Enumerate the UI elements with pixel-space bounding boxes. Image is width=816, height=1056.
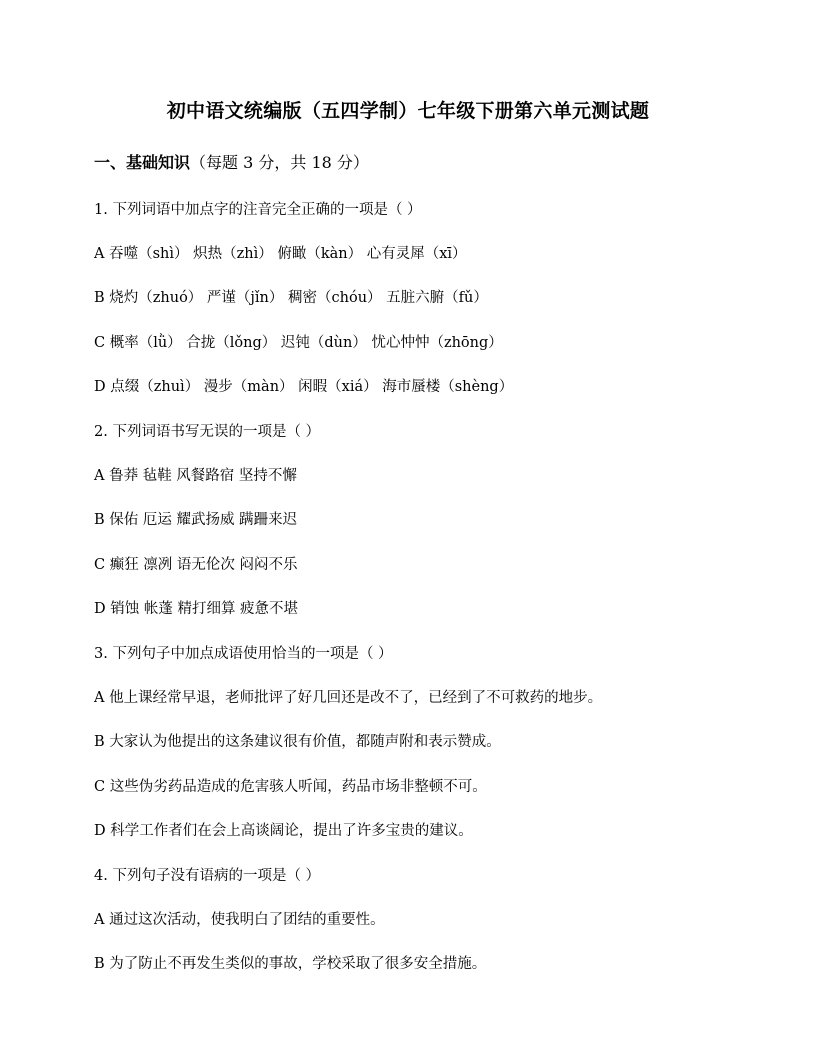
section-heading bbox=[94, 150, 369, 173]
question-option: D 点缀（zhuì） 漫步（màn） 闲暇（xiá） 海市蜃楼（shèng） bbox=[94, 379, 514, 395]
question-option: A 鲁莽 毡鞋 风餐路宿 坚持不懈 bbox=[94, 468, 297, 484]
question-option: B 大家认为他提出的这条建议很有价值，都随声附和表示赞成。 bbox=[94, 734, 501, 750]
question-option: B 为了防止不再发生类似的事故，学校采取了很多安全措施。 bbox=[94, 956, 487, 972]
section-heading-label: 一、基础知识 bbox=[94, 153, 191, 172]
question-stem: 1. 下列词语中加点字的注音完全正确的一项是（ ） bbox=[94, 202, 422, 218]
question-option: A 他上课经常早退，老师批评了好几回还是改不了，已经到了不可救药的地步。 bbox=[94, 690, 603, 706]
question-option: C 癫狂 凛冽 语无伦次 闷闷不乐 bbox=[94, 557, 298, 573]
document-title: 初中语文统编版（五四学制）七年级下册第六单元测试题 bbox=[166, 100, 650, 122]
question-option: C 概率（lǜ） 合拢（lǒng） 迟钝（dùn） 忧心忡忡（zhōng） bbox=[94, 335, 503, 351]
question-option: C 这些伪劣药品造成的危害骇人听闻，药品市场非整顿不可。 bbox=[94, 779, 487, 795]
question-option: D 销蚀 帐蓬 精打细算 疲惫不堪 bbox=[94, 601, 299, 617]
question-option: D 科学工作者们在会上高谈阔论，提出了许多宝贵的建议。 bbox=[94, 823, 473, 839]
question-stem: 3. 下列句子中加点成语使用恰当的一项是（ ） bbox=[94, 646, 393, 662]
question-option: A 吞噬（shì） 炽热（zhì） 俯瞰（kàn） 心有灵犀（xī） bbox=[94, 246, 467, 262]
question-stem: 4. 下列句子没有语病的一项是（ ） bbox=[94, 868, 321, 884]
section-heading-note: （每题 3 分，共 18 分） bbox=[190, 153, 369, 172]
question-option: B 保佑 厄运 耀武扬威 蹒跚来迟 bbox=[94, 512, 298, 528]
question-stem: 2. 下列词语书写无误的一项是（ ） bbox=[94, 424, 321, 440]
question-option: A 通过这次活动，使我明白了团结的重要性。 bbox=[94, 912, 385, 928]
question-option: B 烧灼（zhuó） 严谨（jǐn） 稠密（chóu） 五脏六腑（fǔ） bbox=[94, 290, 488, 306]
